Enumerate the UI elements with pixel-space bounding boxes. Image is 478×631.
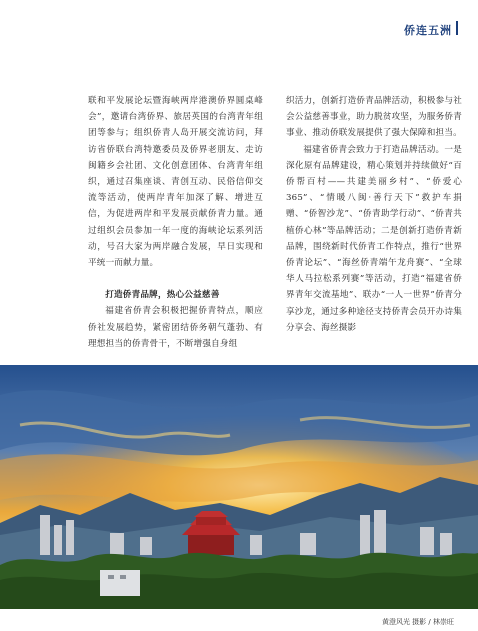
section-header: 侨连五洲 [404,24,452,37]
right-text-column [286,93,462,336]
photo-caption: 黄澄风光 摄影 / 林崇旺 [381,618,454,626]
left-text-column [88,93,263,352]
section-subheading: 打造侨青品牌，热心公益慈善 [105,290,220,301]
landscape-photo [0,365,478,609]
left-paragraph-2: 福建省侨青会积极把握侨青特点，顺应侨社发展趋势，紧密团结侨务朝气蓬勃、有理想担当的侨青骨干，不断增强自身组 [88,306,263,349]
header-divider [456,21,458,35]
right-paragraph-2: 福建省侨青会致力于打造品牌活动。一是深化原有品牌建设，精心策划并持续做好“百侨帮百村——共建美丽乡村”、“侨爱心365”、“情暖八闽·善行天下”救护车捐赠、“侨智沙龙”、“侨青助学行动”、“侨青共植侨心林”等品牌活动；二是创新打造侨青新品牌，围绕新时代侨青工作特点，推行“世界侨青论坛”、“海丝侨青端午龙舟赛”、“全球华人马拉松系列赛”等活动，打造“福建省侨界青年交流基地”、联办“一人一世界”侨青分享沙龙，通过多种途径支持侨青会员开办诗集分享会、海丝摄影 [286,144,462,333]
left-paragraph-1: 联和平发展论坛暨海峡两岸港澳侨界圆桌峰会”，邀请台湾侨界、旅居英国的台湾青年组团等参与；组织侨青人岛开展交流访问，拜访省侨联台湾特邀委员及侨界老朋友、走访闽籍乡会社团、文化创意团体、台湾青年组织，通过召集座谈、青创互动、民俗信仰交流等活动，使两岸青年加深了解、增进互信，为促进两岸和平发展贡献侨青力量。通过组织会员参加一年一度的海峡论坛系列活动，号召大家为两岸融合发展，早日实现和平统一而献力量。 [88,96,263,269]
right-paragraph-1: 织活力，创新打造侨青品牌活动，积极参与社会公益慈善事业，助力脱贫攻坚，为服务侨青事业、推动侨联发展提供了强大保障和担当。 [286,96,462,139]
